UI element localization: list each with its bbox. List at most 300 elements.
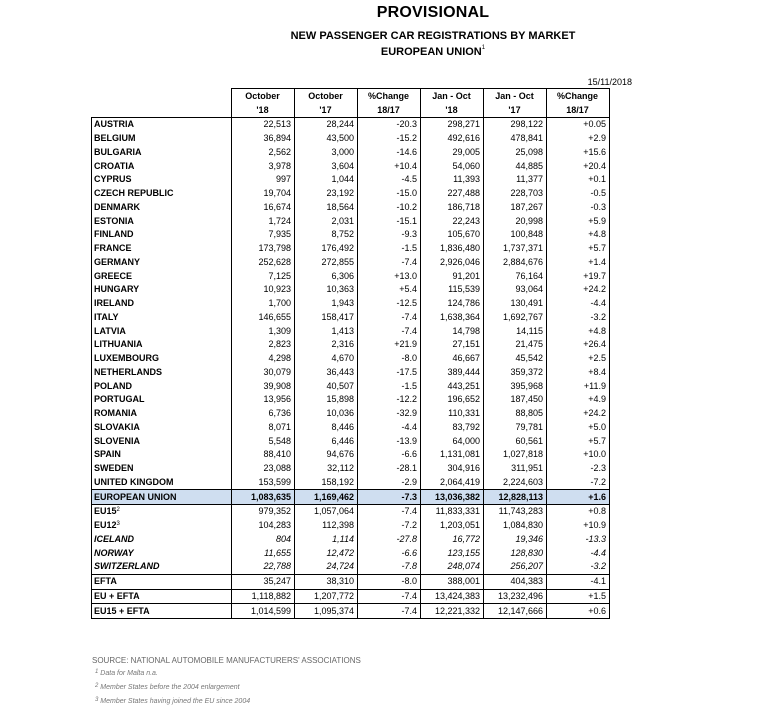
- value-cell: [358, 560, 421, 574]
- value-text: 40,507: [326, 380, 354, 391]
- value-text: -8.0: [401, 353, 417, 364]
- value-text: +4.9: [588, 394, 606, 405]
- value-text: 1,095,374: [313, 605, 354, 616]
- value-cell: [421, 256, 484, 270]
- value-cell: [358, 393, 421, 407]
- market-name: [92, 476, 232, 490]
- market-label: ICELAND: [94, 533, 134, 544]
- value-cell: [484, 589, 547, 604]
- value-text: 1,027,818: [502, 449, 543, 460]
- market-label: BULGARIA: [94, 146, 142, 157]
- value-cell: [547, 448, 610, 462]
- value-text: +13.0: [394, 270, 417, 281]
- value-cell: [547, 407, 610, 421]
- value-cell: [484, 519, 547, 533]
- value-cell: [484, 132, 547, 146]
- value-text: 979,352: [258, 506, 291, 517]
- value-cell: [421, 242, 484, 256]
- value-text: 304,916: [447, 463, 480, 474]
- value-text: -13.9: [396, 435, 417, 446]
- value-cell: [358, 379, 421, 393]
- value-cell: [421, 533, 484, 547]
- value-text: 14,115: [516, 325, 543, 336]
- value-cell: [484, 560, 547, 574]
- value-text: +5.7: [588, 243, 606, 254]
- value-cell: [295, 132, 358, 146]
- value-cell: [295, 421, 358, 435]
- header-cell: Jan - Oct: [421, 89, 484, 104]
- value-cell: [547, 604, 610, 619]
- value-cell: [358, 589, 421, 604]
- value-text: -20.3: [396, 119, 417, 130]
- value-text: +21.9: [394, 339, 417, 350]
- value-text: -12.5: [396, 298, 417, 309]
- value-cell: [232, 118, 295, 132]
- header-cell: '17: [484, 103, 547, 118]
- market-name: [92, 352, 232, 366]
- value-text: 8,446: [331, 421, 354, 432]
- report-date: 15/11/2018: [587, 77, 632, 87]
- market-label: ROMANIA: [94, 408, 137, 419]
- value-cell: [232, 560, 295, 574]
- market-name: [92, 242, 232, 256]
- value-text: 27,151: [452, 339, 480, 350]
- value-cell: [547, 269, 610, 283]
- value-cell: [232, 146, 295, 160]
- value-cell: [421, 269, 484, 283]
- value-cell: [295, 366, 358, 380]
- value-text: 404,383: [510, 576, 543, 587]
- value-cell: [484, 352, 547, 366]
- value-cell: [421, 187, 484, 201]
- value-text: 11,833,331: [435, 506, 480, 517]
- value-text: 389,444: [447, 366, 480, 377]
- value-cell: [421, 352, 484, 366]
- value-text: +4.8: [588, 325, 606, 336]
- value-cell: [295, 546, 358, 560]
- value-text: +1.5: [588, 590, 606, 601]
- value-text: 187,267: [510, 201, 543, 212]
- value-text: -3.2: [590, 561, 606, 572]
- value-text: +5.4: [399, 284, 417, 295]
- value-cell: [232, 283, 295, 297]
- value-text: 46,667: [452, 353, 480, 364]
- value-cell: [421, 159, 484, 173]
- value-text: -2.9: [401, 476, 417, 487]
- market-name: [92, 589, 232, 604]
- value-cell: [295, 393, 358, 407]
- value-cell: [547, 490, 610, 505]
- value-text: 7,935: [268, 229, 291, 240]
- value-text: -13.3: [585, 533, 606, 544]
- value-cell: [484, 159, 547, 173]
- market-label: HUNGARY: [94, 284, 140, 295]
- value-text: 13,956: [263, 394, 291, 405]
- value-cell: [232, 490, 295, 505]
- value-cell: [547, 379, 610, 393]
- value-text: 8,071: [268, 421, 291, 432]
- market-name: [92, 407, 232, 421]
- header-cell: 18/17: [547, 103, 610, 118]
- value-text: 54,060: [452, 160, 480, 171]
- value-cell: [358, 187, 421, 201]
- market-name: [92, 146, 232, 160]
- value-cell: [547, 173, 610, 187]
- value-cell: [547, 228, 610, 242]
- value-cell: [295, 324, 358, 338]
- value-text: 1,044: [331, 174, 354, 185]
- value-text: -0.3: [590, 201, 606, 212]
- value-text: +20.4: [583, 160, 606, 171]
- value-text: 298,271: [447, 119, 480, 130]
- value-text: 1,084,830: [502, 520, 543, 531]
- value-text: 359,372: [510, 366, 543, 377]
- value-cell: [232, 297, 295, 311]
- value-text: 12,828,113: [498, 491, 543, 502]
- table-row: [92, 476, 610, 490]
- market-label: UNITED KINGDOM: [94, 476, 174, 487]
- table-row: [92, 421, 610, 435]
- table-row: [92, 201, 610, 215]
- value-cell: [295, 407, 358, 421]
- value-text: 187,450: [510, 394, 543, 405]
- value-cell: [358, 352, 421, 366]
- value-cell: [547, 214, 610, 228]
- value-text: 79,781: [515, 421, 543, 432]
- table-row: [92, 533, 610, 547]
- value-cell: [358, 505, 421, 519]
- value-text: 35,247: [263, 576, 291, 587]
- market-name: [92, 297, 232, 311]
- value-cell: [421, 228, 484, 242]
- value-text: 4,298: [268, 353, 291, 364]
- value-text: 1,700: [268, 298, 291, 309]
- value-cell: [484, 421, 547, 435]
- value-text: 196,652: [447, 394, 480, 405]
- value-cell: [232, 228, 295, 242]
- value-cell: [358, 311, 421, 325]
- value-cell: [232, 434, 295, 448]
- market-label: ESTONIA: [94, 215, 134, 226]
- value-cell: [547, 476, 610, 490]
- value-text: +1.6: [588, 491, 606, 502]
- value-text: +0.6: [588, 605, 606, 616]
- value-cell: [232, 546, 295, 560]
- value-text: 15,898: [326, 394, 354, 405]
- value-cell: [421, 589, 484, 604]
- table-body: [92, 118, 610, 619]
- value-cell: [421, 366, 484, 380]
- value-text: +2.9: [588, 133, 606, 144]
- value-cell: [295, 448, 358, 462]
- value-cell: [547, 338, 610, 352]
- header-cell: '17: [295, 103, 358, 118]
- value-text: +5.0: [588, 421, 606, 432]
- value-text: 997: [275, 174, 291, 185]
- table-row: [92, 546, 610, 560]
- value-cell: [421, 476, 484, 490]
- value-cell: [232, 505, 295, 519]
- value-text: 36,894: [263, 133, 291, 144]
- value-text: -4.1: [590, 576, 606, 587]
- table-row: [92, 604, 610, 619]
- value-cell: [295, 505, 358, 519]
- market-label: LATVIA: [94, 325, 126, 336]
- value-text: 23,192: [326, 188, 354, 199]
- value-text: 252,628: [258, 256, 291, 267]
- value-cell: [421, 546, 484, 560]
- value-cell: [484, 297, 547, 311]
- value-text: 13,036,382: [434, 491, 480, 502]
- value-text: -1.5: [401, 243, 417, 254]
- value-cell: [232, 242, 295, 256]
- value-cell: [295, 352, 358, 366]
- value-cell: [295, 297, 358, 311]
- value-text: 124,786: [447, 298, 480, 309]
- table-row: [92, 269, 610, 283]
- value-cell: [358, 421, 421, 435]
- registrations-table: [91, 88, 610, 619]
- value-text: 11,393: [453, 174, 480, 185]
- header-cell: October: [295, 89, 358, 104]
- market-name: [92, 324, 232, 338]
- value-text: 110,331: [448, 408, 480, 419]
- value-cell: [421, 448, 484, 462]
- market-name: [92, 159, 232, 173]
- value-text: 4,670: [331, 353, 354, 364]
- value-cell: [547, 533, 610, 547]
- market-label: LITHUANIA: [94, 339, 143, 350]
- value-text: 10,363: [326, 284, 354, 295]
- market-name: [92, 118, 232, 132]
- value-text: 29,005: [452, 146, 480, 157]
- table-row: [92, 297, 610, 311]
- row-footnote-marker: 3: [116, 521, 120, 528]
- value-text: 153,599: [258, 476, 291, 487]
- market-name: [92, 214, 232, 228]
- table-row: [92, 574, 610, 589]
- value-text: 2,884,676: [502, 256, 543, 267]
- value-text: +19.7: [583, 270, 606, 281]
- value-text: 1,737,371: [502, 243, 543, 254]
- table-row: [92, 519, 610, 533]
- value-text: 12,472: [326, 547, 354, 558]
- value-text: 11,377: [516, 174, 543, 185]
- value-text: 478,841: [510, 133, 543, 144]
- value-text: -15.0: [396, 188, 417, 199]
- value-text: 100,848: [510, 229, 543, 240]
- value-cell: [232, 352, 295, 366]
- value-text: 2,224,603: [502, 476, 543, 487]
- table-row: [92, 146, 610, 160]
- table-row: [92, 118, 610, 132]
- market-name: [92, 283, 232, 297]
- value-text: -8.0: [401, 576, 417, 587]
- value-text: 23,088: [263, 463, 291, 474]
- table-row: [92, 448, 610, 462]
- value-cell: [547, 283, 610, 297]
- value-text: +10.0: [583, 449, 606, 460]
- value-text: 176,492: [321, 243, 354, 254]
- value-cell: [484, 462, 547, 476]
- table-row: [92, 324, 610, 338]
- value-text: 298,122: [510, 119, 543, 130]
- table-row: [92, 228, 610, 242]
- market-label: NORWAY: [94, 547, 134, 558]
- value-text: 173,798: [258, 243, 291, 254]
- market-name: [92, 393, 232, 407]
- value-cell: [484, 173, 547, 187]
- value-cell: [421, 490, 484, 505]
- table-row: [92, 434, 610, 448]
- value-cell: [295, 311, 358, 325]
- value-text: -6.6: [401, 547, 417, 558]
- value-cell: [421, 297, 484, 311]
- market-label: EU15 + EFTA: [94, 605, 150, 616]
- footnote-marker: 2: [95, 683, 99, 689]
- market-label: CZECH REPUBLIC: [94, 188, 174, 199]
- market-label: GREECE: [94, 270, 133, 281]
- market-name: [92, 201, 232, 215]
- value-text: 146,655: [258, 311, 291, 322]
- market-name: [92, 434, 232, 448]
- value-text: 1,114: [332, 533, 354, 544]
- value-cell: [484, 505, 547, 519]
- market-label: EFTA: [94, 576, 117, 587]
- value-cell: [421, 519, 484, 533]
- value-text: -7.4: [401, 256, 417, 267]
- value-text: -28.1: [396, 463, 417, 474]
- value-cell: [232, 311, 295, 325]
- value-text: +8.4: [588, 366, 606, 377]
- footnote-1: [95, 670, 158, 677]
- value-text: -14.6: [396, 146, 417, 157]
- value-text: 1,724: [268, 215, 291, 226]
- value-cell: [232, 324, 295, 338]
- market-label: EU + EFTA: [94, 590, 140, 601]
- value-cell: [232, 173, 295, 187]
- value-text: 43,500: [326, 133, 354, 144]
- value-cell: [421, 118, 484, 132]
- value-text: -12.2: [396, 394, 417, 405]
- header-cell: %Change: [358, 89, 421, 104]
- value-cell: [547, 311, 610, 325]
- footnote-text: Member States before the 2004 enlargement: [100, 684, 240, 691]
- header-blank: [92, 89, 232, 104]
- value-cell: [484, 242, 547, 256]
- value-cell: [358, 434, 421, 448]
- table-row: [92, 159, 610, 173]
- footnote-text: Member States having joined the EU since 2004: [100, 698, 251, 705]
- market-label: AUSTRIA: [94, 119, 134, 130]
- value-cell: [232, 256, 295, 270]
- value-cell: [295, 283, 358, 297]
- market-label: CROATIA: [94, 160, 135, 171]
- value-cell: [421, 393, 484, 407]
- value-cell: [484, 604, 547, 619]
- value-text: 1,203,051: [439, 520, 480, 531]
- table-row: [92, 338, 610, 352]
- table-row: [92, 311, 610, 325]
- value-text: +26.4: [583, 339, 606, 350]
- value-cell: [484, 366, 547, 380]
- market-name: [92, 505, 232, 519]
- value-cell: [421, 311, 484, 325]
- value-cell: [547, 187, 610, 201]
- value-cell: [484, 476, 547, 490]
- value-cell: [295, 159, 358, 173]
- value-text: 20,998: [515, 215, 543, 226]
- table-row: [92, 256, 610, 270]
- footnote-marker: 1: [95, 669, 99, 675]
- table-row: [92, 242, 610, 256]
- value-text: 12,147,666: [497, 605, 543, 616]
- value-text: 28,244: [326, 119, 354, 130]
- value-text: 1,057,064: [313, 506, 354, 517]
- value-text: +10.9: [583, 520, 606, 531]
- value-cell: [232, 366, 295, 380]
- value-text: 88,410: [263, 449, 291, 460]
- value-text: 804: [275, 533, 291, 544]
- value-text: 6,736: [268, 408, 291, 419]
- value-cell: [232, 379, 295, 393]
- header-row-2: [92, 103, 610, 118]
- value-cell: [484, 269, 547, 283]
- value-text: 443,251: [447, 380, 480, 391]
- value-text: 2,562: [268, 146, 291, 157]
- value-cell: [232, 132, 295, 146]
- footnote-marker: 3: [95, 697, 99, 703]
- value-text: 16,674: [263, 201, 291, 212]
- value-text: -4.4: [401, 421, 417, 432]
- value-text: 388,001: [447, 576, 480, 587]
- region-label: EUROPEAN UNION: [380, 46, 482, 58]
- value-text: +0.1: [588, 174, 606, 185]
- value-text: 21,475: [515, 339, 543, 350]
- value-cell: [358, 490, 421, 505]
- value-text: 25,098: [515, 146, 543, 157]
- market-name: [92, 173, 232, 187]
- value-cell: [421, 214, 484, 228]
- value-cell: [484, 448, 547, 462]
- value-text: 10,923: [263, 284, 291, 295]
- value-text: -15.1: [396, 215, 417, 226]
- value-text: -3.2: [590, 311, 606, 322]
- value-cell: [295, 434, 358, 448]
- value-text: +0.05: [583, 119, 606, 130]
- value-cell: [358, 476, 421, 490]
- value-text: -7.4: [401, 325, 417, 336]
- value-text: 1,413: [331, 325, 354, 336]
- market-name: [92, 379, 232, 393]
- value-cell: [547, 434, 610, 448]
- table-row: [92, 132, 610, 146]
- value-text: +2.5: [588, 353, 606, 364]
- table-row: [92, 214, 610, 228]
- value-cell: [232, 421, 295, 435]
- value-cell: [295, 173, 358, 187]
- value-text: -4.4: [590, 298, 606, 309]
- table-row: [92, 490, 610, 505]
- value-text: 14,798: [452, 325, 480, 336]
- value-text: 2,926,046: [439, 256, 480, 267]
- value-text: 228,703: [510, 188, 543, 199]
- value-text: 1,207,772: [313, 590, 354, 601]
- value-text: 1,083,635: [250, 491, 291, 502]
- value-text: 11,655: [264, 547, 291, 558]
- value-text: +1.4: [588, 256, 606, 267]
- value-cell: [484, 393, 547, 407]
